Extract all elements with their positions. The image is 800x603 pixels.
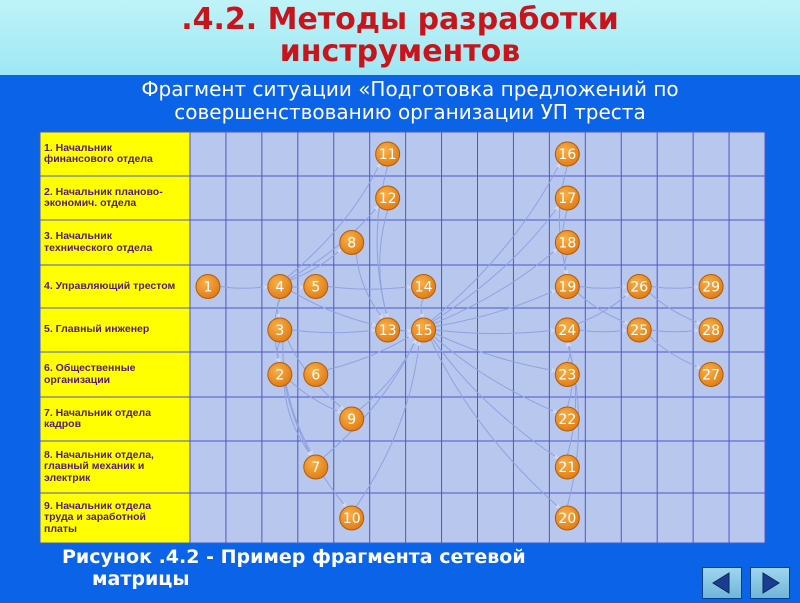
- network-node: [412, 318, 436, 342]
- node-label: 24: [558, 323, 577, 339]
- network-node: [699, 363, 723, 387]
- next-slide-button[interactable]: [750, 567, 790, 599]
- node-label: 16: [558, 147, 577, 163]
- row-label: 9. Начальник отдела труда и заработной платы: [44, 499, 152, 535]
- network-node: [304, 275, 328, 299]
- network-node: [268, 275, 292, 299]
- node-label: 13: [378, 323, 397, 339]
- node-label: 1: [203, 279, 213, 296]
- network-node: [699, 318, 723, 342]
- row-label: 8. Начальник отдела, главный механик и электрик: [44, 448, 154, 484]
- node-label: 5: [311, 279, 321, 296]
- title-line-1: .4.2. Методы разработки: [181, 2, 619, 37]
- node-label: 10: [342, 511, 361, 527]
- node-label: 19: [558, 279, 577, 296]
- node-label: 14: [414, 279, 433, 296]
- network-node: [268, 318, 292, 342]
- network-node: [627, 318, 651, 342]
- node-label: 9: [347, 412, 357, 428]
- node-label: 7: [311, 460, 321, 476]
- network-node: [555, 455, 579, 479]
- node-label: 8: [347, 235, 357, 252]
- node-label: 4: [275, 279, 285, 296]
- network-node: [555, 407, 579, 431]
- network-node: [555, 275, 579, 299]
- row-label: 1. Начальник финансового отдела: [44, 141, 153, 165]
- network-node: [340, 407, 364, 431]
- subtitle-line-1: Фрагмент ситуации «Подготовка предложений по: [141, 77, 679, 101]
- row-label: 2. Начальник планово-экономич. отдела: [44, 185, 163, 209]
- node-label: 22: [558, 412, 577, 428]
- caption-line-2: матрицы: [92, 568, 190, 590]
- prev-slide-button[interactable]: [702, 567, 742, 599]
- node-label: 26: [630, 279, 649, 296]
- network-node: [699, 275, 723, 299]
- network-node: [340, 506, 364, 530]
- node-label: 29: [702, 279, 721, 296]
- network-node: [412, 275, 436, 299]
- row-label: 4. Управляющий трестом: [44, 279, 176, 292]
- triangle-right-icon: [751, 568, 789, 598]
- network-node: [196, 275, 220, 299]
- network-node: [555, 231, 579, 255]
- network-node: [555, 318, 579, 342]
- triangle-left-icon: [703, 568, 741, 598]
- node-label: 6: [311, 367, 321, 384]
- figure-caption: [62, 546, 662, 590]
- node-label: 2: [275, 367, 285, 384]
- network-node: [555, 363, 579, 387]
- row-label: 5. Главный инженер: [44, 323, 150, 336]
- node-label: 12: [378, 191, 397, 207]
- row-label: 6. Общественные организации: [44, 362, 136, 386]
- node-label: 23: [558, 367, 577, 384]
- network-node: [268, 363, 292, 387]
- network-node: [555, 142, 579, 166]
- node-label: 20: [558, 511, 577, 527]
- node-label: 18: [558, 235, 577, 252]
- network-node: [376, 186, 400, 210]
- node-label: 15: [414, 323, 433, 339]
- node-label: 11: [378, 147, 397, 163]
- node-label: 21: [558, 460, 577, 476]
- network-node: [340, 231, 364, 255]
- network-node: [376, 142, 400, 166]
- network-node: [555, 186, 579, 210]
- subtitle-line-2: совершенствованию организации УП треста: [174, 100, 646, 124]
- row-label: 7. Начальник отдела кадров: [44, 406, 152, 430]
- caption-line-1: Рисунок .4.2 - Пример фрагмента сетевой: [62, 546, 526, 568]
- node-label: 28: [702, 323, 721, 339]
- node-label: 17: [558, 191, 577, 207]
- node-label: 3: [275, 323, 285, 339]
- node-label: 27: [702, 367, 721, 384]
- network-node: [304, 363, 328, 387]
- network-node: [627, 275, 651, 299]
- row-label: 3. Начальник технического отдела: [44, 230, 153, 254]
- title-line-2: инструментов: [279, 34, 521, 69]
- node-label: 25: [630, 323, 649, 339]
- network-node: [304, 455, 328, 479]
- network-node: [376, 318, 400, 342]
- network-node: [555, 506, 579, 530]
